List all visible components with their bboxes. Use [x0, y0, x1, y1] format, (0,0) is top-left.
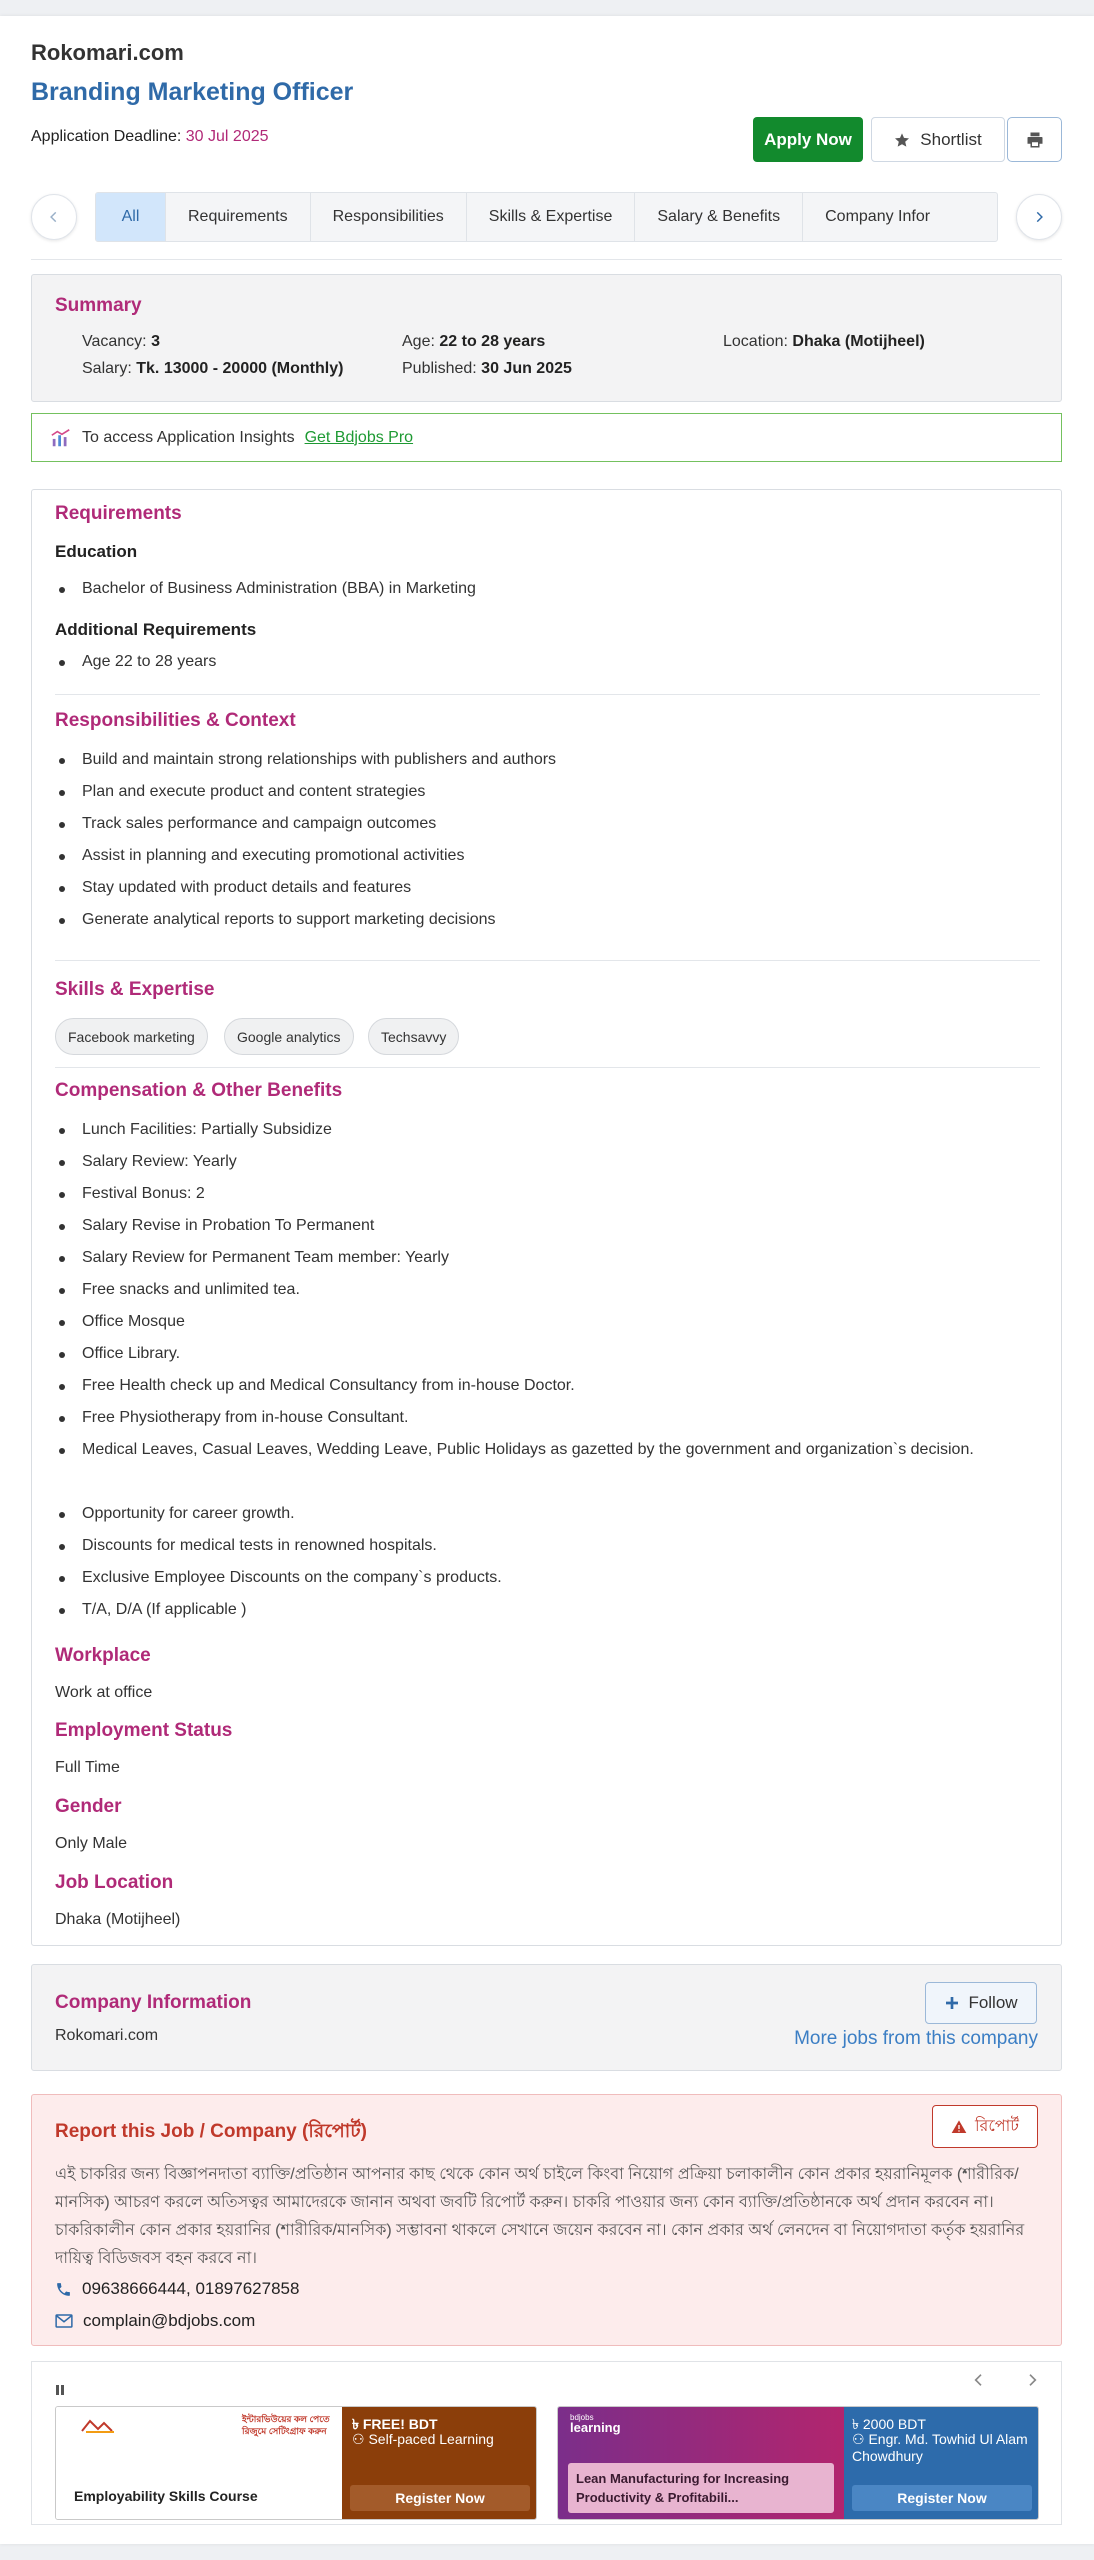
tab-company-info[interactable]: Company Infor — [825, 208, 931, 225]
list-item: Track sales performance and campaign outcomes — [82, 810, 436, 838]
deadline-date: 30 Jul 2025 — [185, 128, 269, 145]
ad-info — [342, 2407, 537, 2519]
warning-icon — [951, 2119, 967, 2135]
application-insights-banner — [31, 413, 1062, 462]
report-button-label: রিপোর্ট — [974, 2118, 1020, 2135]
divider — [31, 259, 1062, 260]
job-location-value: Dhaka (Motijheel) — [55, 1911, 181, 1928]
skills-title: Skills & Expertise — [55, 979, 215, 1000]
course-ad-card[interactable] — [55, 2406, 537, 2520]
company-name[interactable]: Rokomari.com — [31, 40, 184, 65]
section-tabs — [31, 192, 1062, 242]
list-item: Lunch Facilities: Partially Subsidize — [82, 1116, 332, 1144]
star-icon — [894, 132, 910, 148]
workplace-title: Workplace — [55, 1645, 151, 1666]
printer-icon — [1026, 131, 1044, 149]
list-item: Exclusive Employee Discounts on the company`s products. — [82, 1564, 502, 1592]
list-item: T/A, D/A (If applicable ) — [82, 1596, 247, 1624]
register-now-button[interactable]: Register Now — [852, 2485, 1032, 2511]
list-item: Festival Bonus: 2 — [82, 1180, 205, 1208]
list-item: Free Health check up and Medical Consultancy from in-house Doctor. — [82, 1372, 575, 1400]
bdjobs-learning-logo: bdjobs learning — [570, 2413, 621, 2435]
job-details-panel — [31, 489, 1062, 1946]
ad-info — [844, 2407, 1039, 2519]
list-item: Age 22 to 28 years — [82, 648, 216, 676]
more-jobs-link[interactable]: More jobs from this company — [794, 2028, 1038, 2049]
ad-price: ৳ 2000 BDT — [852, 2416, 926, 2432]
employment-status-value: Full Time — [55, 1759, 120, 1776]
chevron-right-icon — [1032, 210, 1046, 224]
skill-chip[interactable]: Facebook marketing — [55, 1018, 208, 1055]
course-ad-card[interactable] — [557, 2406, 1039, 2520]
company-information-title: Company Information — [55, 1992, 252, 2013]
follow-label: Follow — [968, 1993, 1018, 2012]
workplace-value: Work at office — [55, 1684, 153, 1701]
employment-status-title: Employment Status — [55, 1720, 233, 1741]
shortlist-label: Shortlist — [920, 129, 982, 149]
published: Published: 30 Jun 2025 — [402, 360, 572, 377]
rokomari-logo-icon — [80, 2417, 120, 2435]
list-item: Plan and execute product and content strategies — [82, 778, 425, 806]
list-item: Generate analytical reports to support marketing decisions — [82, 906, 496, 934]
additional-requirements-title: Additional Requirements — [55, 620, 257, 639]
ad-banner-text: ইন্টারভিউয়ের কল পেতে রিজুমে সেটিংগ্রাফ করুন — [242, 2414, 330, 2436]
chevron-right-icon — [1024, 2370, 1040, 2390]
pause-icon[interactable] — [56, 2385, 66, 2397]
vacancy: Vacancy: 3 — [82, 333, 160, 350]
envelope-icon — [55, 2313, 73, 2329]
tab-requirements[interactable]: Requirements — [166, 193, 311, 241]
job-title: Branding Marketing Officer — [31, 78, 354, 106]
list-item: Salary Review for Permanent Team member: Yearly — [82, 1244, 449, 1272]
application-deadline — [31, 128, 269, 146]
carousel-prev[interactable] — [971, 2370, 987, 2395]
list-item: Stay updated with product details and features — [82, 874, 411, 902]
salary: Salary: Tk. 13000 - 20000 (Monthly) — [82, 360, 344, 377]
compensation-title: Compensation & Other Benefits — [55, 1080, 343, 1101]
tab-skills[interactable]: Skills & Expertise — [467, 193, 636, 241]
tab-salary[interactable]: Salary & Benefits — [635, 193, 803, 241]
ad-banner — [558, 2407, 844, 2519]
divider — [55, 960, 1040, 961]
list-item: Bachelor of Business Administration (BBA) in Marketing — [82, 575, 476, 603]
tab-list — [95, 192, 998, 242]
apply-now-button[interactable]: Apply Now — [753, 117, 863, 162]
divider — [55, 694, 1040, 695]
company-info-name: Rokomari.com — [55, 2027, 159, 2044]
complain-email[interactable]: complain@bdjobs.com — [83, 2311, 256, 2330]
education-title: Education — [55, 542, 138, 561]
responsibilities-title: Responsibilities & Context — [55, 710, 296, 731]
job-details-page — [0, 16, 1094, 2544]
list-item: Discounts for medical tests in renowned hospitals. — [82, 1532, 437, 1560]
list-item: Medical Leaves, Casual Leaves, Wedding Leave, Public Holidays as gazetted by the government and organization`s decision. — [82, 1436, 1002, 1464]
deadline-label: Application Deadline: — [31, 128, 182, 145]
list-item: Salary Revise in Probation To Permanent — [82, 1212, 374, 1240]
phone-icon — [55, 2281, 72, 2298]
report-title: Report this Job / Company (রিপোর্ট) — [55, 2121, 367, 2142]
list-item: Build and maintain strong relationships with publishers and authors — [82, 746, 556, 774]
ad-price: ৳ FREE! BDT — [352, 2416, 438, 2432]
ad-course-title: Lean Manufacturing for Increasing Productivity & Profitabili... — [568, 2463, 834, 2513]
follow-button[interactable] — [925, 1982, 1037, 2024]
course-ads-carousel — [31, 2361, 1062, 2525]
divider — [55, 1067, 1040, 1068]
list-item: Free Physiotherapy from in-house Consultant. — [82, 1404, 408, 1432]
print-button[interactable] — [1007, 117, 1062, 162]
company-information-panel — [31, 1964, 1062, 2071]
list-item: Assist in planning and executing promotional activities — [82, 842, 464, 870]
report-email — [55, 2311, 255, 2331]
tabs-scroll-right[interactable] — [1016, 194, 1062, 240]
gender-value: Only Male — [55, 1835, 128, 1852]
report-notice: এই চাকরির জন্য বিজ্ঞাপনদাতা ব্যাক্তি/প্রতিষ্ঠান আপনার কাছ থেকে কোন অর্থ চাইলে কিংবা নিয়োগ প্রক্রিয়া চলাকালীন কোন প্রকার হয়রানিমূলক (শারীরিক/মানসিক) আচরণ করলে অতিসত্বর আমাদেরকে জানান অথবা জবটি রিপোর্ট করুন। চাকরি পাওয়ার জন্য কোন ব্যাক্তি/প্রতিষ্ঠানকে অর্থ প্রদান করবেন না। চাকরিকালীন কোন প্রকার হয়রানির (শারীরিক/মানসিক) সম্ভাবনা থাকলে সেখানে জয়েন করবেন না। কোন প্রকার অর্থ লেনদেন বা নিয়োগদাতা কর্তৃক হয়রানির দায়িত্ব বিডিজবস বহন করবে না। — [55, 2166, 1025, 2267]
register-now-button[interactable]: Register Now — [350, 2485, 530, 2511]
list-item: Free snacks and unlimited tea. — [82, 1276, 300, 1304]
job-location-title: Job Location — [55, 1872, 174, 1893]
carousel-next[interactable] — [1024, 2370, 1040, 2395]
report-panel — [31, 2094, 1062, 2346]
tab-all[interactable]: All — [96, 193, 166, 241]
tab-responsibilities[interactable]: Responsibilities — [311, 193, 467, 241]
list-item: Office Library. — [82, 1340, 180, 1368]
report-phone — [55, 2279, 299, 2299]
list-item: Office Mosque — [82, 1308, 185, 1336]
chevron-left-icon — [971, 2370, 987, 2390]
ad-banner — [56, 2407, 342, 2519]
skill-chip[interactable]: Google analytics — [224, 1018, 354, 1055]
summary-title: Summary — [55, 295, 142, 316]
chevron-left-icon — [47, 210, 61, 224]
report-button[interactable] — [932, 2105, 1038, 2148]
age: Age: 22 to 28 years — [402, 333, 546, 350]
summary-panel — [31, 274, 1062, 402]
list-item: Opportunity for career growth. — [82, 1500, 295, 1528]
skill-chip[interactable]: Techsavvy — [368, 1018, 459, 1055]
shortlist-button[interactable] — [871, 117, 1005, 162]
plus-icon — [944, 1995, 960, 2011]
requirements-title: Requirements — [55, 503, 182, 524]
location: Location: Dhaka (Motijheel) — [723, 333, 925, 350]
list-item: Salary Review: Yearly — [82, 1148, 237, 1176]
insights-chart-icon — [50, 427, 72, 449]
insights-text: To access Application Insights — [82, 428, 295, 446]
phone-numbers[interactable]: 09638666444, 01897627858 — [82, 2279, 300, 2298]
ad-instructor: ⚇ Engr. Md. Towhid Ul Alam Chowdhury — [852, 2431, 1028, 2464]
get-bdjobs-pro-link[interactable]: Get Bdjobs Pro — [304, 428, 414, 446]
ad-type: ⚇ Self-paced Learning — [352, 2431, 494, 2447]
gender-title: Gender — [55, 1796, 122, 1817]
ad-course-title: Employability Skills Course — [74, 2488, 258, 2504]
tabs-scroll-left[interactable] — [31, 194, 77, 240]
